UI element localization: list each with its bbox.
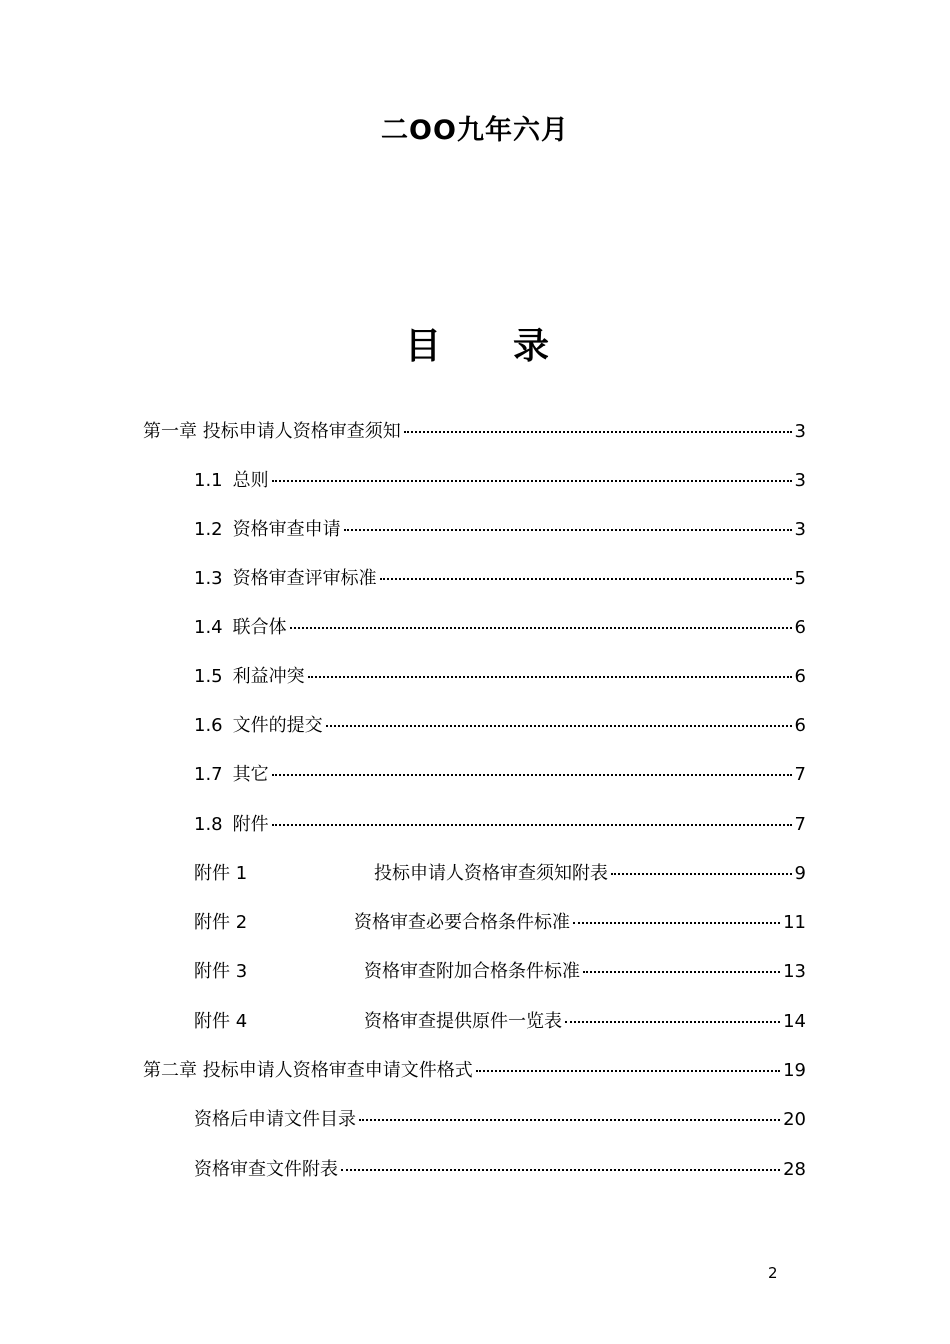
dot-leader — [272, 773, 792, 776]
toc-entry-label: 第二章 投标申请人资格审查申请文件格式 — [143, 1060, 473, 1081]
toc-entry-label: 资格审查附加合格条件标准 — [364, 961, 580, 982]
toc-entry-label: 其它 — [232, 764, 269, 785]
toc-entry-label: 第一章 投标申请人资格审查须知 — [143, 421, 401, 442]
toc-entry-1-6[interactable] — [194, 712, 806, 740]
dot-leader — [565, 1020, 780, 1023]
toc-heading-char-2: 录 — [513, 326, 550, 367]
toc-entry-number: 1.1 — [194, 470, 223, 491]
page-number: 2 — [768, 1264, 778, 1282]
toc-entry-label: 资格后申请文件目录 — [194, 1109, 356, 1130]
toc-entry-attachment-2[interactable] — [194, 909, 806, 937]
dot-leader — [404, 430, 792, 433]
toc-entry-number: 1.8 — [194, 814, 223, 835]
dot-leader — [341, 1168, 780, 1171]
toc-entry-1-4[interactable] — [194, 614, 806, 642]
toc-heading-char-1: 目 — [405, 326, 442, 367]
dot-leader — [476, 1069, 780, 1072]
toc-entry-number: 1.2 — [194, 519, 223, 540]
toc-entry-number: 1.3 — [194, 568, 223, 589]
toc-entry-number: 附件 4 — [194, 1011, 248, 1032]
toc-entry-page: 3 — [794, 470, 806, 491]
dot-leader — [583, 970, 780, 973]
toc-entry-page: 19 — [783, 1060, 806, 1081]
toc-entry-number: 1.5 — [194, 666, 223, 687]
dot-leader — [272, 479, 792, 482]
toc-entry-page: 13 — [783, 961, 806, 982]
toc-entry-label: 联合体 — [232, 617, 287, 638]
toc-entry-label: 资格审查必要合格条件标准 — [354, 912, 570, 933]
toc-entry-number: 附件 2 — [194, 912, 248, 933]
document-date-title: 二OO九年六月 — [381, 115, 569, 146]
dot-leader — [344, 528, 792, 531]
dot-leader — [573, 921, 780, 924]
toc-entry-1-1[interactable] — [194, 467, 806, 495]
toc-entry-review-file-schedules[interactable] — [194, 1156, 806, 1184]
toc-entry-page: 3 — [794, 421, 806, 442]
toc-entry-number: 1.6 — [194, 715, 223, 736]
toc-entry-label: 资格审查评审标准 — [232, 568, 377, 589]
toc-entry-page: 7 — [794, 764, 806, 785]
toc-entry-page: 5 — [794, 568, 806, 589]
dot-leader — [326, 724, 792, 727]
toc-entry-label: 利益冲突 — [232, 666, 305, 687]
toc-entry-1-3[interactable] — [194, 565, 806, 593]
toc-entry-chapter-1[interactable] — [143, 418, 806, 446]
toc-entry-page: 11 — [783, 912, 806, 933]
toc-entry-page: 6 — [794, 666, 806, 687]
dot-leader — [308, 675, 792, 678]
toc-entry-page: 14 — [783, 1011, 806, 1032]
toc-entry-1-5[interactable] — [194, 663, 806, 691]
toc-entry-application-file-contents[interactable] — [194, 1106, 806, 1134]
toc-entry-attachment-4[interactable] — [194, 1008, 806, 1036]
toc-entry-page: 6 — [794, 715, 806, 736]
toc-entry-label: 资格审查申请 — [232, 519, 341, 540]
toc-entry-number: 1.4 — [194, 617, 223, 638]
toc-entry-label: 投标申请人资格审查须知附表 — [374, 863, 608, 884]
dot-leader — [359, 1118, 780, 1121]
toc-entry-page: 3 — [794, 519, 806, 540]
dot-leader — [380, 577, 792, 580]
toc-entry-attachment-1[interactable] — [194, 860, 806, 888]
toc-entry-page: 9 — [794, 863, 806, 884]
toc-entry-number: 附件 3 — [194, 961, 248, 982]
toc-entry-chapter-2[interactable] — [143, 1057, 806, 1085]
toc-entry-label: 文件的提交 — [232, 715, 323, 736]
dot-leader — [611, 872, 792, 875]
toc-entry-label: 总则 — [232, 470, 269, 491]
toc-entry-label: 资格审查文件附表 — [194, 1159, 338, 1180]
toc-entry-1-2[interactable] — [194, 516, 806, 544]
toc-entry-number: 1.7 — [194, 764, 223, 785]
toc-entry-page: 6 — [794, 617, 806, 638]
toc-entry-page: 20 — [783, 1109, 806, 1130]
toc-entry-page: 28 — [783, 1159, 806, 1180]
toc-entry-attachment-3[interactable] — [194, 958, 806, 986]
toc-entry-label: 附件 — [232, 814, 269, 835]
toc-entry-label: 资格审查提供原件一览表 — [364, 1011, 562, 1032]
dot-leader — [272, 823, 792, 826]
toc-entry-page: 7 — [794, 814, 806, 835]
toc-entry-number: 附件 1 — [194, 863, 248, 884]
toc-entry-1-7[interactable] — [194, 761, 806, 789]
toc-entry-1-8[interactable] — [194, 811, 806, 839]
dot-leader — [290, 626, 792, 629]
